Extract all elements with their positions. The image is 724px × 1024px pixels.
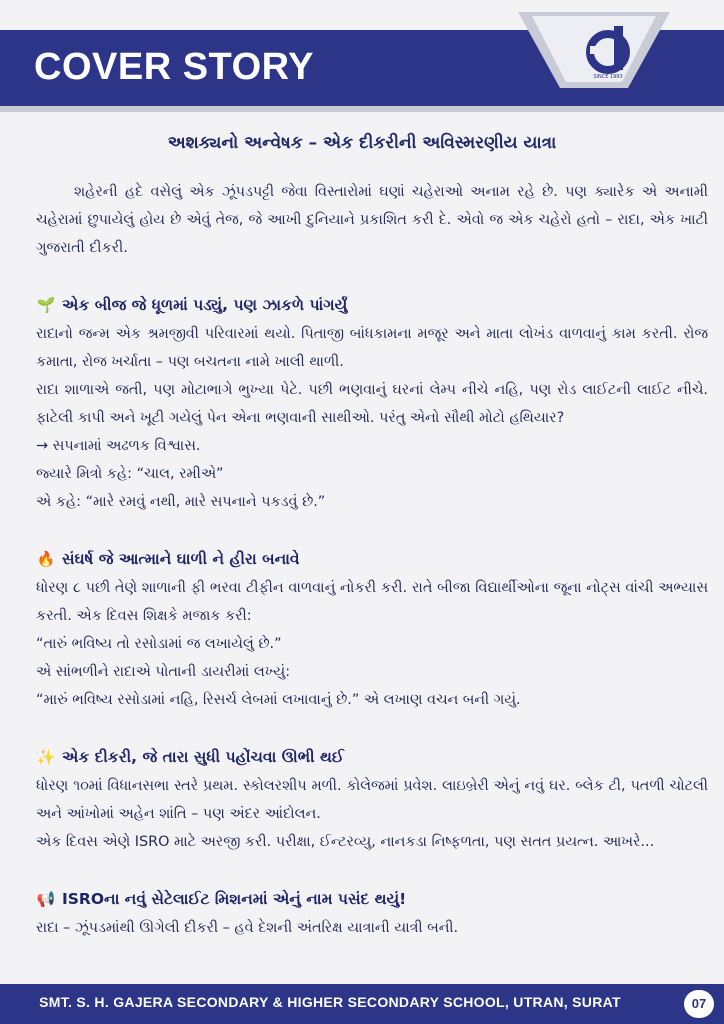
section-heading xyxy=(36,884,708,914)
page-section-title: COVER STORY xyxy=(34,46,314,88)
section-heading xyxy=(36,544,708,574)
paragraph-line: એ કહે: “મારે રમવું નથી, મારે સપનાને પકડવું છે.” xyxy=(36,494,326,510)
seedling-icon: 🌱 xyxy=(36,296,56,314)
section xyxy=(36,884,708,942)
section xyxy=(36,742,708,856)
paragraph-line: → સપનામાં અઢળક વિશ્વાસ. xyxy=(36,438,201,454)
paragraph-line: “તારું ભવિષ્ય તો રસોડામાં જ લખાયેલું છે.” xyxy=(36,636,282,652)
paragraph-line: ધોરણ ૧૦માં વિધાનસભા સ્તરે પ્રથમ. સ્કોલરશીપ મળી. કોલેજમાં પ્રવેશ. લાઇબ્રેરી એનું નવું ઘર. બ્લેક ટી, પતળી ચોટલી અને આંખોમાં અહેન શાંતિ – પણ અંદર આંદોલન. xyxy=(36,778,708,822)
megaphone-icon: 📢 xyxy=(36,890,56,908)
header-underline xyxy=(0,106,724,112)
section-heading xyxy=(36,742,708,772)
logo-icon xyxy=(510,12,710,92)
section-heading-text: એક દીકરી, જે તારા સુધી પહોંચવા ઊભી થઈ xyxy=(62,748,344,766)
section-heading-text: ISROના નવું સેટેલાઈટ મિશનમાં એનું નામ પસંદ થયું! xyxy=(62,890,407,908)
paragraph-line: જ્યારે મિત્રો કહે: “ચાલ, રમીએ” xyxy=(36,466,224,482)
page-number: 07 xyxy=(684,990,714,1018)
logo-tagline: SINCE 1993 xyxy=(593,74,623,80)
article-body xyxy=(36,178,708,942)
paragraph-line: “મારું ભવિષ્ય રસોડામાં નહિ, રિસર્ચ લેબમાં લખાવાનું છે.” એ લખાણ વચન બની ગયું. xyxy=(36,692,521,708)
section-heading-text: સંઘર્ષ જે આત્માને ઘાળી ને હીરા બનાવે xyxy=(62,550,300,568)
paragraph-line: રાદા – ઝૂંપડમાંથી ઊગેલી દીકરી – હવે દેશની અંતરિક્ષ યાત્રાની યાત્રી બની. xyxy=(36,920,459,936)
footer-band xyxy=(0,984,724,1024)
logo xyxy=(510,12,710,92)
intro-paragraph: શહેરની હદે વસેલું એક ઝૂંપડપટ્ટી જેવા વિસ્તારોમાં ઘણાં ચહેરાઓ અનામ રહે છે. પણ ક્યારેક એ અનામી ચહેરામાં છુપાયેલું હોય છે એવું તેજ, જે આખી દુનિયાને પ્રકાશિત કરી દે. એવો જ એક ચહેરો હતો – રાદા, એક ખાટી ગુજરાતી દીકરી. xyxy=(36,184,708,256)
paragraph-line: રાદાનો જન્મ એક શ્રમજીવી પરિવારમાં થયો. પિતાજી બાંધકામના મજૂર અને માતા લોખંડ વાળવાનું કામ કરતી. રોજ કમાતા, રોજ ખર્ચાતા – પણ બચતના નામે ખાલી થાળી. xyxy=(36,326,708,370)
paragraph-line: રાદા શાળાએ જતી, પણ મોટાભાગે ભુખ્યા પેટે. પછી ભણવાનું ઘરનાં લેમ્પ નીચે નહિ, પણ રોડ લાઈટની લાઈટ નીચે. ફાટેલી કાપી અને ખૂટી ગયેલું પેન એના ભણવાની સાથીઓ. પરંતુ એનો સૌથી મોટો હથિયાર? xyxy=(36,382,708,426)
fire-icon: 🔥 xyxy=(36,550,56,568)
paragraph-line: એ સાંભળીને રાદાએ પોતાની ડાયરીમાં લખ્યું: xyxy=(36,664,291,680)
section xyxy=(36,290,708,516)
section-heading xyxy=(36,290,708,320)
sections-container xyxy=(36,290,708,942)
footer-school-name: SMT. S. H. GAJERA SECONDARY & HIGHER SECONDARY SCHOOL, UTRAN, SURAT xyxy=(39,994,621,1010)
section-heading-text: એક બીજ જે ધૂળમાં પડ્યું, પણ ઝાકળે પાંગર્યું xyxy=(62,296,348,314)
section xyxy=(36,544,708,714)
paragraph-line: ધોરણ ૮ પછી તેણે શાળાની ફી ભરવા ટીફીન વાળવાનું નોકરી કરી. રાતે બીજા વિદ્યાર્થીઓના જૂના નોટ્સ વાંચી અભ્યાસ કરતી. એક દિવસ શિક્ષકે મજાક કરી: xyxy=(36,580,708,624)
paragraph-line: એક દિવસ એણે ISRO માટે અરજી કરી. પરીક્ષા, ઈન્ટરવ્યુ, નાનકડા નિષ્ફળતા, પણ સતત પ્રયત્ન. આખરે... xyxy=(36,834,655,850)
article-headline: અશક્યનો અન્વેષક – એક દીકરીની અવિસ્મરણીય યાત્રા xyxy=(167,133,557,153)
sparkles-icon: ✨ xyxy=(36,748,56,766)
